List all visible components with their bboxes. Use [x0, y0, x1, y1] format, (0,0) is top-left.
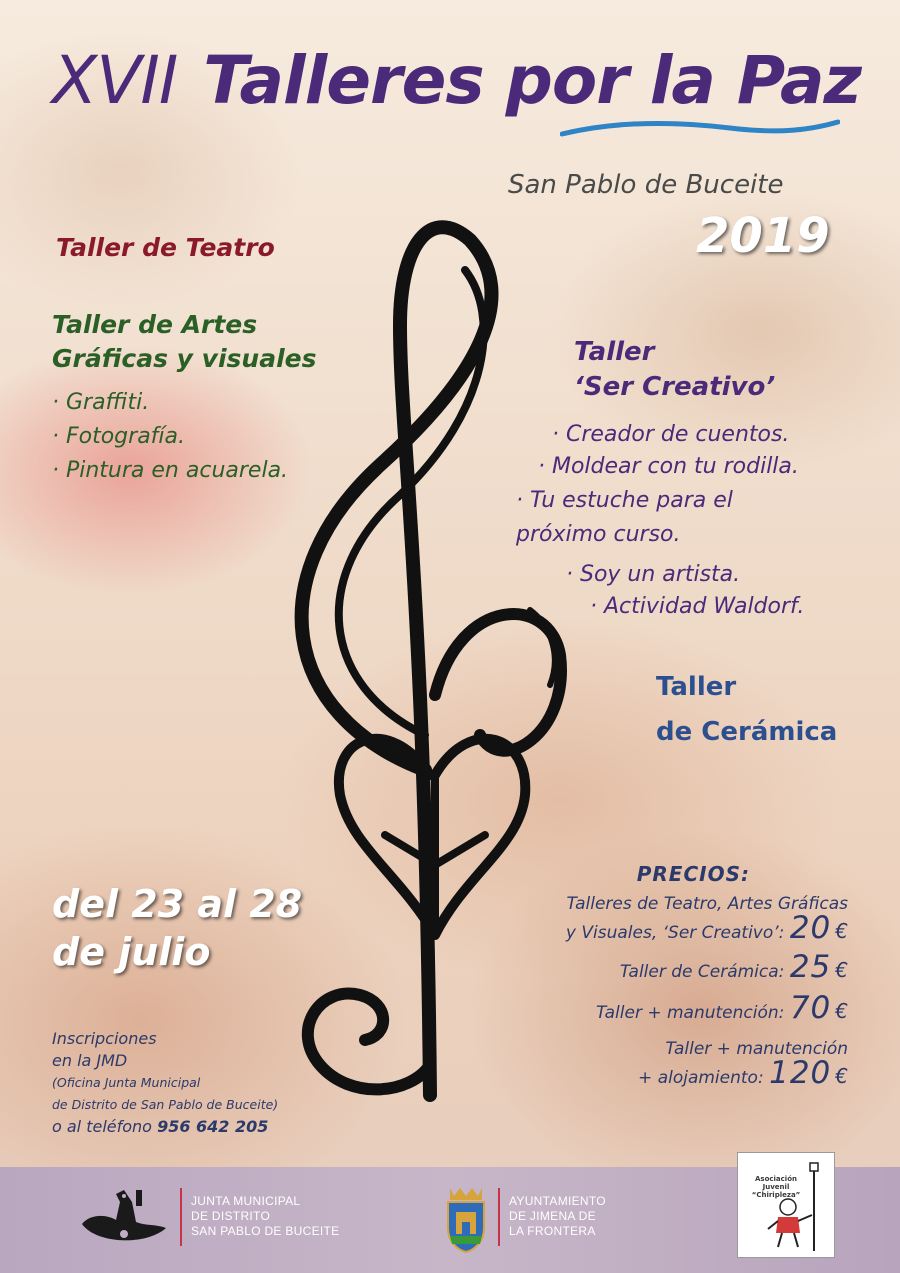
- price-4-line1: Taller + manutención: [665, 1039, 848, 1059]
- inscriptions: [52, 1028, 278, 1138]
- price-2-row: [566, 949, 848, 985]
- price-3-row: [566, 990, 848, 1026]
- price-2-amount: 25: [789, 949, 832, 985]
- assoc-line2: “Chiripleza”: [751, 1191, 801, 1199]
- taller-ceramica-heading-line1: Taller: [656, 672, 737, 702]
- list-item: · Graffiti.: [52, 390, 150, 415]
- price-1-line1: Talleres de Teatro, Artes Gráficas: [566, 894, 848, 914]
- price-3-amount: 70: [789, 990, 832, 1026]
- currency-symbol: €: [835, 1064, 848, 1088]
- wave-underline-icon: [560, 118, 840, 142]
- currency-symbol: €: [835, 919, 848, 943]
- year: 2019: [696, 208, 830, 264]
- association-logo: [737, 1152, 835, 1258]
- taller-teatro-heading: Taller de Teatro: [56, 233, 275, 262]
- jimena-coat-of-arms-icon: [444, 1184, 488, 1254]
- kid-lamppost-drawing-icon: [748, 1159, 830, 1253]
- title-text: Talleres por la Paz: [203, 42, 861, 119]
- inscriptions-line2: en la JMD: [52, 1051, 128, 1070]
- dates-line1: del 23 al 28: [52, 882, 303, 926]
- jmd-line2: DE DISTRITO: [191, 1209, 271, 1223]
- inscriptions-phone-line: [52, 1116, 278, 1138]
- poster-title: [52, 42, 861, 119]
- list-item: próximo curso.: [516, 522, 681, 547]
- location: San Pablo de Buceite: [508, 170, 784, 200]
- list-item: · Creador de cuentos.: [552, 422, 790, 447]
- ayuntamiento-name: [509, 1194, 606, 1239]
- price-1-amount: 20: [789, 910, 832, 946]
- ayto-line2: DE JIMENA DE: [509, 1209, 596, 1223]
- divider: [498, 1188, 500, 1246]
- taller-creativo-heading-line2: ‘Ser Creativo’: [574, 372, 776, 402]
- list-item: · Pintura en acuarela.: [52, 458, 289, 483]
- price-4-amount: 120: [769, 1055, 832, 1091]
- currency-symbol: €: [835, 958, 848, 982]
- list-item: · Soy un artista.: [566, 562, 741, 587]
- price-2-label: Taller de Cerámica:: [619, 962, 785, 982]
- divider: [180, 1188, 182, 1246]
- price-4-label: + alojamiento:: [638, 1068, 764, 1088]
- phone-number: 956 642 205: [157, 1117, 269, 1136]
- taller-artes-block: [52, 308, 317, 488]
- inscriptions-office-2: de Distrito de San Pablo de Buceite): [52, 1097, 279, 1112]
- ayto-line1: AYUNTAMIENTO: [509, 1194, 606, 1208]
- taller-artes-list: [52, 386, 317, 488]
- list-item: · Actividad Waldorf.: [590, 594, 805, 619]
- list-item: · Moldear con tu rodilla.: [538, 454, 799, 479]
- currency-symbol: €: [835, 999, 848, 1023]
- jmd-line3: SAN PABLO DE BUCEITE: [191, 1224, 340, 1238]
- dates: [52, 880, 302, 976]
- taller-artes-heading-line2: Gráficas y visuales: [52, 344, 317, 373]
- price-1-row: [565, 910, 848, 946]
- inscriptions-office: (Oficina Junta Municipal: [52, 1075, 201, 1090]
- taller-artes-heading-line1: Taller de Artes: [52, 310, 258, 339]
- edition-number: XVII: [52, 42, 178, 119]
- bird-lamp-logo-icon: [76, 1184, 172, 1250]
- inscriptions-line1: Inscripciones: [52, 1029, 157, 1048]
- price-4-row: [566, 1055, 848, 1091]
- list-item: · Fotografía.: [52, 424, 186, 449]
- jmd-line1: JUNTA MUNICIPAL: [191, 1194, 301, 1208]
- prices-block: [566, 862, 848, 1090]
- taller-creativo-heading-line1: Taller: [574, 337, 655, 367]
- ayto-line3: LA FRONTERA: [509, 1224, 596, 1238]
- phone-prefix: o al teléfono: [52, 1117, 152, 1136]
- price-1-label: y Visuales, ‘Ser Creativo’:: [565, 923, 785, 943]
- prices-heading: PRECIOS:: [636, 862, 750, 886]
- assoc-line1: Asociación Juvenil: [754, 1175, 797, 1191]
- dates-line2: de julio: [52, 930, 211, 974]
- price-3-label: Taller + manutención:: [596, 1003, 785, 1023]
- taller-ceramica-heading-line2: de Cerámica: [656, 717, 838, 747]
- jmd-name: [191, 1194, 339, 1239]
- list-item: · Tu estuche para el: [516, 488, 733, 513]
